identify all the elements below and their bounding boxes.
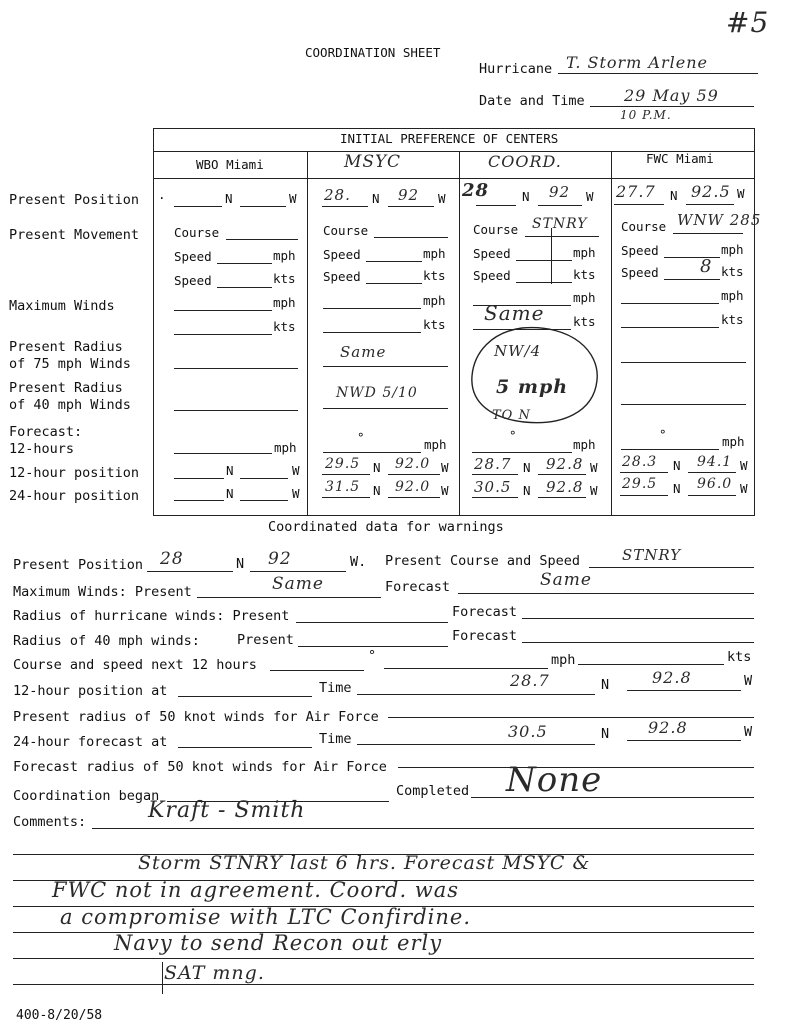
hurricane-label: Hurricane [479, 61, 553, 77]
w-unit: W [441, 483, 449, 498]
cd-pos12-w-label: W [744, 673, 753, 689]
row-label-radius40-line1: Present Radius [9, 380, 123, 396]
speed-label: Speed [473, 246, 511, 261]
cd-present-position-label: Present Position [13, 557, 144, 573]
mph-unit: mph [274, 440, 297, 455]
n-unit: N [373, 483, 381, 498]
fwc-pos-w-line [686, 204, 734, 205]
wbo-speed-mph-line [217, 263, 272, 264]
w-unit: W [590, 460, 598, 475]
cd-kts-label: kts [727, 649, 752, 665]
remarks-rule-5 [13, 958, 754, 959]
fwc-speed-kts: 8 [700, 256, 713, 277]
speed-label: Speed [323, 269, 361, 284]
n-unit: N [673, 481, 681, 496]
mph-unit: mph [273, 295, 296, 310]
msyc-speed-kts-line [366, 283, 422, 284]
msyc-pos-n-line [322, 206, 368, 207]
column-header-wbo: WBO Miami [196, 157, 264, 172]
fwc-forecast-line [621, 449, 719, 450]
table-bottom-border [153, 515, 754, 516]
msyc-maxwind-kts-line [323, 332, 421, 333]
row-label-12-hour-position: 12-hour position [9, 465, 140, 481]
cd-radius-hurricane-forecast-line [522, 618, 754, 619]
coord-pos-n-line [476, 205, 516, 206]
cd-max-winds-line [197, 597, 381, 598]
n-unit: N [226, 486, 234, 501]
fwc-pos-w: 92.5 [691, 182, 731, 201]
course-label: Course [473, 222, 519, 237]
fwc-f12-w: 94.1 [697, 454, 733, 470]
msyc-f24-n-line [322, 497, 370, 498]
n-unit: N [673, 458, 681, 473]
remark-stroke [162, 962, 163, 994]
wbo-f12-n-line [174, 478, 224, 479]
coord-pos-n: 28 [462, 180, 490, 201]
coord-circle-line2: 5 mph [496, 376, 569, 398]
cd-pos12-n-label: N [601, 677, 610, 693]
corner-mark: #5 [726, 6, 770, 39]
cd-w-label: W. [350, 554, 367, 570]
column-header-fwc: FWC Miami [646, 151, 714, 166]
fwc-f24-n-line [620, 495, 668, 496]
wbo-speed-kts-line [217, 287, 272, 288]
cd-radius-hurricane-line [296, 622, 448, 623]
msyc-f24-n: 31.5 [325, 479, 361, 495]
cd-coord-began-label: Coordination began [13, 788, 160, 804]
coord-pos-w-line [538, 205, 582, 206]
fwc-pos-n: 27.7 [616, 182, 656, 201]
cd-completed-label: Completed [396, 783, 470, 799]
cd-forecast-label: Forecast [385, 579, 451, 595]
speed-label: Speed [473, 268, 511, 283]
cd-comments-line [92, 828, 754, 829]
n-unit: N [523, 483, 531, 498]
wbo-maxwind-mph-line [174, 310, 272, 311]
coord-speed-kts-line [516, 282, 572, 283]
fwc-radius40-line [621, 404, 746, 405]
coord-course: STNRY [532, 216, 588, 232]
course-label: Course [323, 223, 369, 238]
cd-radius40-present-label: Present [237, 632, 294, 648]
n-unit: N [372, 191, 380, 206]
wbo-maxwind-kts-line [174, 334, 272, 335]
w-unit: W [441, 460, 449, 475]
cd-speed-mph-line [384, 668, 548, 669]
n-unit: N [670, 188, 678, 203]
degree-unit: ° [509, 428, 517, 443]
mph-unit: mph [722, 434, 745, 449]
column-divider-3 [611, 151, 612, 516]
cd-speed-kts-line [578, 664, 724, 665]
fwc-radius75-line [621, 362, 746, 363]
coord-f12-w-line [538, 474, 586, 475]
cd-pos12-w-line [627, 690, 741, 691]
cd-course-speed-label: Present Course and Speed [385, 553, 581, 569]
form-number: 400-8/20/58 [16, 1008, 103, 1023]
fwc-f24-n: 29.5 [622, 476, 658, 492]
msyc-f12-n-line [322, 474, 370, 475]
cd-time-label-2: Time [319, 731, 352, 747]
mph-unit: mph [573, 245, 596, 260]
wbo-radius40-line [174, 410, 298, 411]
coord-f12-n-line [472, 474, 518, 475]
column-divider-2 [459, 151, 460, 516]
wbo-course-line [226, 239, 298, 240]
coord-speed-mph-line [516, 260, 572, 261]
fwc-f12-n-line [620, 472, 668, 473]
course-label: Course [621, 219, 667, 234]
column-header-coord: COORD. [488, 152, 562, 171]
speed-label: Speed [174, 249, 212, 264]
coord-f24-w: 92.8 [546, 478, 584, 496]
cd-radius40-label: Radius of 40 mph winds: [13, 633, 200, 649]
cd-present-position-n-line [147, 571, 233, 572]
kts-unit: kts [423, 268, 446, 283]
cd-pos12-n: 28.7 [510, 671, 550, 690]
cd-pos24-label: 24-hour forecast at [13, 734, 168, 750]
mph-unit: mph [273, 248, 296, 263]
cd-pos12-label: 12-hour position at [13, 683, 168, 699]
remarks-rule-6 [13, 984, 754, 985]
coord-ditto-mark [551, 228, 552, 284]
mph-unit: mph [423, 246, 446, 261]
fwc-maxwind-mph-line [621, 303, 719, 304]
mph-unit: mph [424, 437, 447, 452]
mph-unit: mph [573, 437, 596, 452]
coord-circle-line1: NW/4 [494, 342, 542, 360]
row-label-radius40-line2: of 40 mph Winds [9, 397, 131, 413]
remark-line-4: Navy to send Recon out erly [114, 931, 443, 955]
msyc-maxwind-mph-line [323, 308, 421, 309]
kts-unit: kts [721, 312, 744, 327]
cd-pos24-at-line [178, 747, 312, 748]
n-unit: N [373, 460, 381, 475]
fwc-pos-n-line [614, 204, 664, 205]
wbo-pos-w-line [240, 206, 286, 207]
row-label-present-position: Present Position [9, 192, 140, 208]
msyc-pos-n: 28. [324, 186, 351, 204]
coord-f12-n: 28.7 [474, 455, 512, 473]
coord-f24-n-line [472, 497, 518, 498]
coord-f24-w-line [538, 497, 586, 498]
kts-unit: kts [721, 264, 744, 279]
cd-max-winds-value: Same [272, 574, 324, 594]
fwc-f24-w-line [688, 495, 736, 496]
msyc-radius75-line [323, 366, 448, 367]
w-unit: W [590, 483, 598, 498]
degree-unit: ° [357, 430, 365, 445]
msyc-course-line [374, 237, 448, 238]
w-unit: W [740, 481, 748, 496]
coord-forecast-line [472, 452, 572, 453]
kts-unit: kts [273, 271, 296, 286]
row-label-forecast-line1: Forecast: [9, 424, 83, 440]
table-right-border [754, 128, 755, 516]
kts-unit: kts [273, 319, 296, 334]
n-unit: N [225, 191, 233, 206]
row-label-forecast-line2: 12-hours [9, 441, 75, 457]
mph-unit: mph [721, 242, 744, 257]
row-label-24-hour-position: 24-hour position [9, 488, 140, 504]
cd-degree-label: ° [368, 648, 377, 664]
speed-label: Speed [621, 265, 659, 280]
cd-course-speed-line [589, 567, 754, 568]
w-unit: W [289, 191, 297, 206]
coord-circle-line3: TO N [492, 408, 531, 423]
msyc-f12-w-line [388, 474, 440, 475]
date-line [590, 106, 754, 107]
coord-f12-w: 92.8 [546, 455, 584, 473]
w-unit: W [737, 186, 745, 201]
n-unit: N [523, 460, 531, 475]
cd-pos12-n-line [357, 694, 595, 695]
date-label: Date and Time [479, 93, 585, 109]
msyc-forecast-line [323, 452, 421, 453]
msyc-f12-w: 92.0 [395, 456, 431, 472]
w-unit: W [586, 189, 594, 204]
cd-course-next-label: Course and speed next 12 hours [13, 657, 257, 673]
cd-max-winds-label: Maximum Winds: Present [13, 584, 192, 600]
speed-label: Speed [323, 247, 361, 262]
mph-unit: mph [721, 288, 744, 303]
mph-unit: mph [573, 290, 596, 305]
coord-max-winds: Same [484, 301, 545, 325]
coordinated-title: Coordinated data for warnings [268, 519, 504, 535]
fwc-f24-w: 96.0 [697, 476, 733, 492]
cd-n-label: N [236, 556, 245, 572]
n-unit: N [226, 463, 234, 478]
cd-time-label: Time [319, 680, 352, 696]
cd-radius-hurricane-label: Radius of hurricane winds: Present [13, 608, 290, 624]
msyc-pos-w: 92 [398, 186, 420, 204]
cd-course-speed-value: STNRY [622, 546, 682, 564]
wbo-f24-n-line [174, 500, 224, 501]
row-label-radius75-line2: of 75 mph Winds [9, 356, 131, 372]
fwc-maxwind-kts-line [621, 327, 719, 328]
wbo-radius75-line [174, 368, 298, 369]
cd-pos24-n-label: N [601, 726, 610, 742]
coord-f24-n: 30.5 [474, 478, 512, 496]
w-unit: W [740, 458, 748, 473]
msyc-f24-w-line [388, 497, 440, 498]
dot-mark: . [158, 187, 166, 202]
remark-line-5: SAT mng. [164, 962, 265, 984]
w-unit: W [438, 191, 446, 206]
cd-present-position-n: 28 [160, 549, 184, 569]
msyc-radius40-line [323, 408, 448, 409]
kts-unit: kts [423, 317, 446, 332]
cd-radius-hurricane-forecast-label: Forecast [452, 604, 518, 620]
cd-course-next-line [270, 670, 364, 671]
cd-pos24-w-label: W [744, 724, 753, 740]
remark-line-2: FWC not in agreement. Coord. was [52, 878, 460, 902]
fwc-course: WNW 285 [677, 211, 762, 229]
cd-mph-label: mph [551, 652, 576, 668]
table-top-border [153, 128, 754, 129]
cd-radius50-line [388, 717, 754, 718]
cd-radius40-forecast-label: Forecast [452, 628, 518, 644]
cd-pos12-w: 92.8 [652, 668, 692, 687]
degree-unit: ° [659, 427, 667, 442]
row-label-radius75-line1: Present Radius [9, 339, 123, 355]
wbo-pos-n-line [174, 206, 222, 207]
cd-pos24-w: 92.8 [648, 718, 688, 737]
msyc-radius75: Same [340, 343, 387, 361]
n-unit: N [522, 189, 530, 204]
coord-pos-w: 92 [549, 183, 571, 201]
cd-radius40-line [298, 646, 448, 647]
fwc-speed-kts-line [664, 279, 720, 280]
cd-forecast50-label: Forecast radius of 50 knot winds for Air Force [13, 759, 387, 775]
cd-forecast-value: Same [540, 570, 592, 590]
msyc-speed-mph-line [366, 261, 422, 262]
msyc-f12-n: 29.5 [325, 456, 361, 472]
remark-line-1: Storm STNRY last 6 hrs. Forecast MSYC & [138, 852, 591, 874]
table-left-border [153, 128, 154, 516]
date-value: 29 May 59 [624, 86, 719, 105]
speed-label: Speed [174, 273, 212, 288]
page-title: COORDINATION SHEET [305, 45, 441, 60]
row-label-maximum-winds: Maximum Winds [9, 298, 115, 314]
msyc-pos-w-line [388, 206, 434, 207]
kts-unit: kts [573, 314, 596, 329]
kts-unit: kts [573, 267, 596, 282]
row-label-present-movement: Present Movement [9, 227, 140, 243]
cd-present-position-w: 92 [268, 549, 292, 569]
w-unit: W [292, 486, 300, 501]
msyc-radius40: NWD 5/10 [336, 385, 418, 401]
cd-radius50-label: Present radius of 50 knot winds for Air Force [13, 709, 379, 725]
msyc-f24-w: 92.0 [395, 479, 431, 495]
fwc-course-line [673, 233, 743, 234]
column-header-msyc: MSYC [344, 152, 401, 172]
cd-present-position-w-line [250, 571, 346, 572]
cd-comments-label: Comments: [13, 814, 87, 830]
cd-forecast-line [458, 593, 754, 594]
column-divider-1 [307, 151, 308, 516]
table-header-border [153, 178, 754, 179]
course-label: Course [174, 225, 220, 240]
mph-unit: mph [423, 293, 446, 308]
speed-label: Speed [621, 243, 659, 258]
fwc-f12-n: 28.3 [622, 454, 658, 470]
cd-pos24-w-line [627, 740, 741, 741]
wbo-f12-w-line [240, 478, 288, 479]
hurricane-value: T. Storm Arlene [566, 53, 708, 72]
hurricane-line [558, 73, 758, 74]
cd-pos24-n: 30.5 [508, 722, 548, 741]
wbo-forecast-line [174, 453, 272, 454]
cd-comments-value: Kraft - Smith [148, 798, 306, 823]
table-title: INITIAL PREFERENCE OF CENTERS [340, 131, 559, 146]
fwc-f12-w-line [688, 472, 736, 473]
time-value: 10 P.M. [620, 108, 672, 122]
cd-completed-value: None [506, 760, 603, 800]
coord-course-line [525, 236, 599, 237]
cd-radius40-forecast-line [522, 642, 754, 643]
cd-pos24-n-line [357, 744, 595, 745]
wbo-f24-w-line [240, 500, 288, 501]
remark-line-3: a compromise with LTC Confirdine. [60, 905, 472, 929]
w-unit: W [292, 463, 300, 478]
cd-pos12-at-line [178, 696, 312, 697]
